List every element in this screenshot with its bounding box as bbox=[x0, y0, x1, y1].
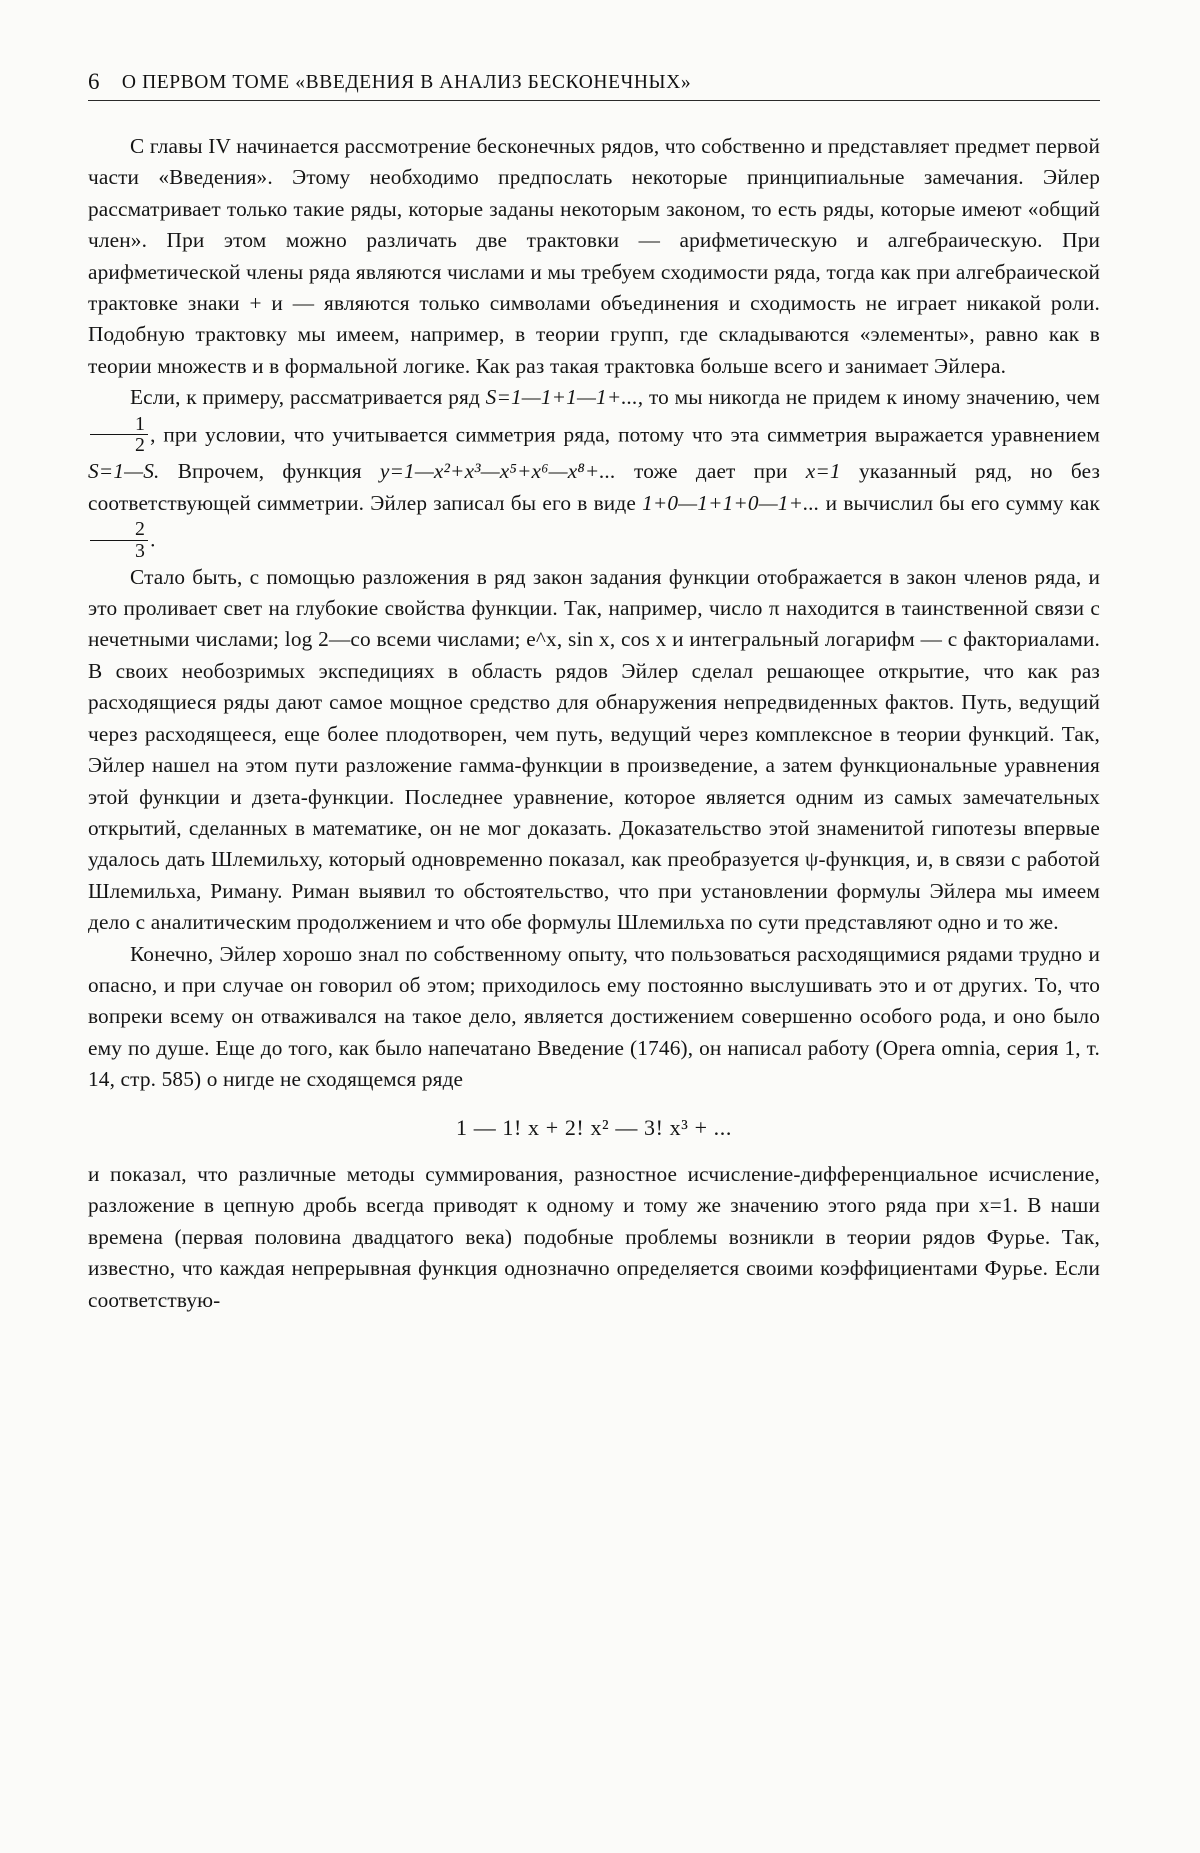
p2-part-h: . bbox=[150, 527, 156, 552]
p2-formula-5: 1+0—1+1+0—1+... bbox=[642, 490, 820, 515]
fraction-denominator: 2 bbox=[90, 434, 148, 456]
p2-part-b: то мы никогда не придем к иному значению, чем bbox=[648, 385, 1100, 410]
running-head: О ПЕРВОМ ТОМЕ «ВВЕДЕНИЯ В АНАЛИЗ БЕСКОНЕЧНЫХ» bbox=[121, 72, 692, 93]
paragraph-5: и показал, что различные методы суммирования, разностное исчисление-дифференциальное исчисление, разложение в цепную дробь всегда приводят к одному и тому же значению этого ряда при x=1. В наши времена (первая половина двадцатого века) подобные проблемы возникли в теории рядов Фурье. Так, известно, что каждая непрерывная функция однозначно определяется своими коэффициентами Фурье. Если соответствую- bbox=[88, 1161, 1100, 1312]
paragraph-4: Конечно, Эйлер хорошо знал по собственному опыту, что пользоваться расходящимися рядами трудно и опасно, и при случае он говорил об этом; приходилось ему постоянно выслушивать это и от других. То, что вопреки всему он отваживался на такое дело, является достижением совершенно особого рода, и оно было ему по душе. Еще до того, как было напечатано Введение (1746), он написал работу (Opera omnia, серия 1, т. 14, стр. 585) о нигде не сходящемся ряде bbox=[88, 941, 1100, 1092]
p2-formula-1: S=1—1+1—1+..., bbox=[485, 385, 644, 410]
body-text bbox=[88, 131, 1100, 1316]
fraction-one-half bbox=[90, 414, 148, 457]
p2-part-a: Если, к примеру, рассматривается ряд bbox=[130, 385, 480, 410]
display-formula: 1 — 1! x + 2! x² — 3! x³ + ... bbox=[456, 1114, 732, 1140]
p2-part-d: Впрочем, функция bbox=[177, 459, 362, 484]
header-divider bbox=[88, 100, 1100, 101]
paragraph-2 bbox=[88, 382, 1100, 561]
paragraph-3: Стало быть, с помощью разложения в ряд закон задания функции отображается в закон членов ряда, и это проливает свет на глубокие свойства функции. Так, например, число π находится в таинственной связи с нечетными числами; log 2—со всеми числами; e^x, sin x, cos x и интегральный логарифм — с факториалами. В своих необозримых экспедициях в область рядов Эйлер сделал решающее открытие, что как раз расходящиеся ряды дают самое мощное средство для обнаружения непредвиденных фактов. Путь, ведущий через расходящееся, еще более плодотворен, чем путь, ведущий через комплексное в теории функций. Так, Эйлер нашел на этом пути разложение гамма-функции в произведение, а затем функциональные уравнения этой функции и дзета-функции. Последнее уравнение, которое является одним из самых замечательных открытий, сделанных в математике, он не мог доказать. Доказательство этой знаменитой гипотезы впервые удалось дать Шлемильху, который одновременно показал, как преобразуется ψ-функция, и, в связи с работой Шлемильха, Риману. Риман выявил то обстоятельство, что при установлении формулы Эйлера мы имеем дело с аналитическим продолжением и что обе формулы Шлемильха по сути представляют одно и то же. bbox=[88, 564, 1100, 935]
page-header bbox=[88, 68, 1112, 94]
p2-part-c: , при условии, что учитывается симметрия ряда, потому что эта симметрия выражается уравнением bbox=[150, 422, 1100, 447]
p2-formula-2: S=1—S. bbox=[88, 459, 160, 484]
p2-part-e: тоже дает при bbox=[634, 459, 788, 484]
p2-part-f: указанный ряд, но без соответствующей симметрии. Эйлер записал бы его в виде bbox=[88, 459, 1101, 515]
p2-formula-3: y=1—x²+x³—x⁵+x⁶—x⁸+... bbox=[379, 459, 616, 484]
fraction-two-thirds bbox=[90, 519, 148, 562]
p2-formula-4: x=1 bbox=[805, 459, 841, 484]
page-content bbox=[88, 68, 1112, 1316]
fraction-numerator: 1 bbox=[135, 412, 146, 435]
fraction-numerator: 2 bbox=[135, 518, 146, 541]
p2-part-g: и вычислил бы его сумму как bbox=[825, 490, 1100, 515]
page-number: 6 bbox=[88, 69, 100, 94]
fraction-denominator: 3 bbox=[90, 540, 148, 562]
paragraph-1: С главы IV начинается рассмотрение бесконечных рядов, что собственно и представляет предмет первой части «Введения». Этому необходимо предпослать некоторые принципиальные замечания. Эйлер рассматривает только такие ряды, которые заданы некоторым законом, то есть ряды, которые имеют «общий член». При этом можно различать две трактовки — арифметическую и алгебраическую. При арифметической члены ряда являются числами и мы требуем сходимости ряда, тогда как при алгебраической трактовке знаки + и — являются только символами объединения и сходимость не играет никакой роли. Подобную трактовку мы имеем, например, в теории групп, где складываются «элементы», равно как в теории множеств и в формальной логике. Как раз такая трактовка больше всего и занимает Эйлера. bbox=[88, 134, 1100, 378]
